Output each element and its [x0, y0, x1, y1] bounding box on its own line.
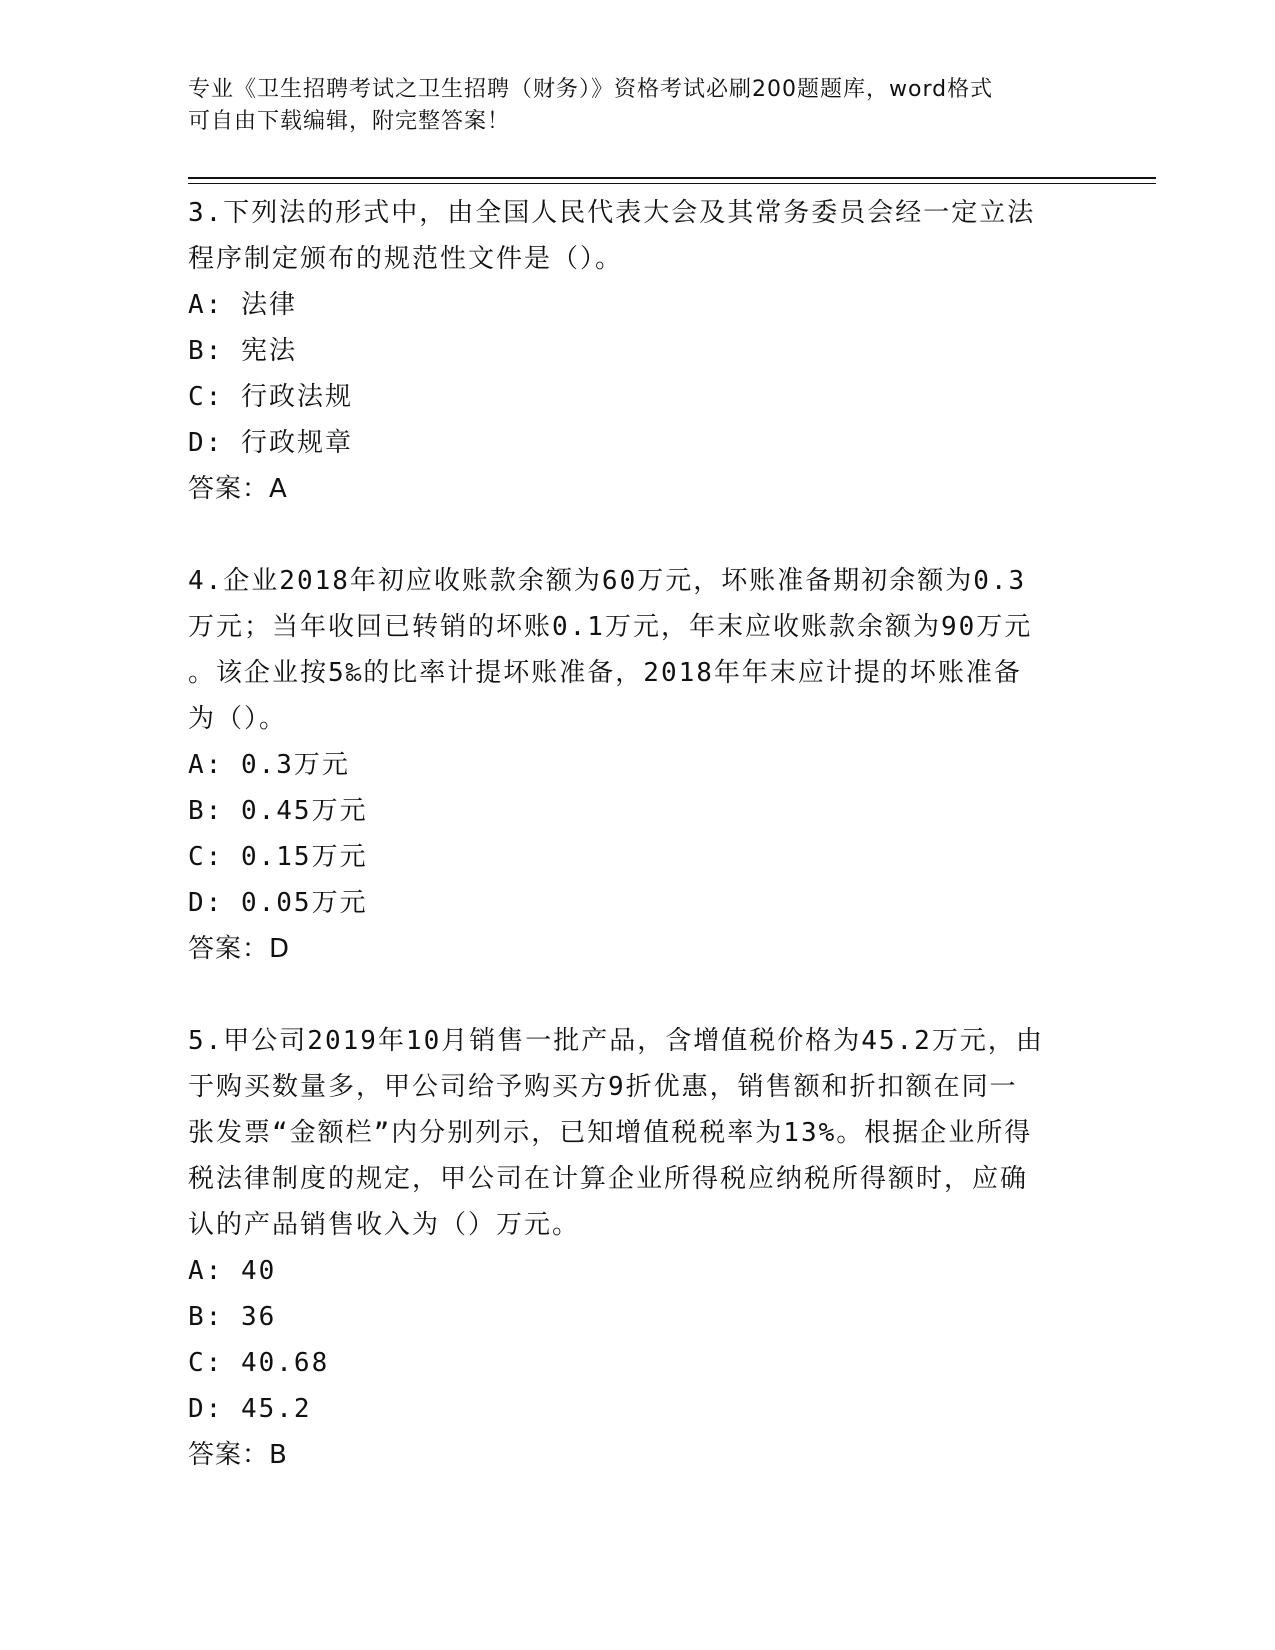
- question-4-option-a: A: 0.3万元: [188, 750, 350, 780]
- header-divider-thick: [188, 177, 1156, 179]
- question-3-stem-line: 3.下列法的形式中，由全国人民代表大会及其常务委员会经一定立法: [188, 198, 1036, 228]
- question-3-option-b: B: 宪法: [188, 336, 297, 366]
- question-3-answer: 答案：A: [188, 474, 288, 504]
- question-5-stem: [188, 1018, 1088, 1248]
- question-3-stem-line: 程序制定颁布的规范性文件是（）。: [188, 244, 624, 274]
- question-list: [188, 190, 1088, 1478]
- question-3: [188, 190, 1088, 512]
- header-line-2: 可自由下载编辑，附完整答案！: [188, 109, 511, 134]
- question-4: [188, 558, 1088, 972]
- question-5-stem-line: 于购买数量多，甲公司给予购买方9折优惠，销售额和折扣额在同一: [188, 1072, 1018, 1102]
- question-4-stem-line: 万元；当年收回已转销的坏账0.1万元，年末应收账款余额为90万元: [188, 612, 1033, 642]
- question-spacer: [188, 972, 1088, 1018]
- question-5-answer: 答案：B: [188, 1440, 288, 1470]
- question-5-stem-line: 认的产品销售收入为（）万元。: [188, 1210, 581, 1240]
- question-3-option-c: C: 行政法规: [188, 382, 353, 412]
- question-4-stem-line: 4.企业2018年初应收账款余额为60万元，坏账准备期初余额为0.3: [188, 566, 1027, 596]
- question-4-stem-line: 为（）。: [188, 704, 288, 734]
- question-3-option-d: D: 行政规章: [188, 428, 353, 458]
- question-4-option-b: B: 0.45万元: [188, 796, 368, 826]
- question-5-option-b: B: 36: [188, 1302, 277, 1332]
- question-spacer: [188, 512, 1088, 558]
- question-5-stem-line: 税法律制度的规定，甲公司在计算企业所得税应纳税所得额时，应确: [188, 1164, 1029, 1194]
- question-5-option-a: A: 40: [188, 1256, 277, 1286]
- header-line-1: 专业《卫生招聘考试之卫生招聘（财务）》资格考试必刷200题题库，word格式: [188, 77, 994, 102]
- question-4-stem: [188, 558, 1088, 742]
- question-5-option-c: C: 40.68: [188, 1348, 330, 1378]
- question-5-stem-line: 张发票“金额栏”内分别列示，已知增值税税率为13%。根据企业所得: [188, 1118, 1033, 1148]
- header-divider-thin: [188, 183, 1156, 184]
- document-header: [188, 74, 1088, 138]
- question-5-stem-line: 5.甲公司2019年10月销售一批产品，含增值税价格为45.2万元，由: [188, 1026, 1044, 1056]
- question-4-stem-line: 。该企业按5‰的比率计提坏账准备，2018年年末应计提的坏账准备: [188, 658, 1022, 688]
- question-4-option-d: D: 0.05万元: [188, 888, 368, 918]
- question-3-option-a: A: 法律: [188, 290, 297, 320]
- question-5: [188, 1018, 1088, 1478]
- question-3-stem: [188, 190, 1088, 282]
- question-4-option-c: C: 0.15万元: [188, 842, 368, 872]
- question-5-option-d: D: 45.2: [188, 1394, 312, 1424]
- question-4-answer: 答案：D: [188, 934, 291, 964]
